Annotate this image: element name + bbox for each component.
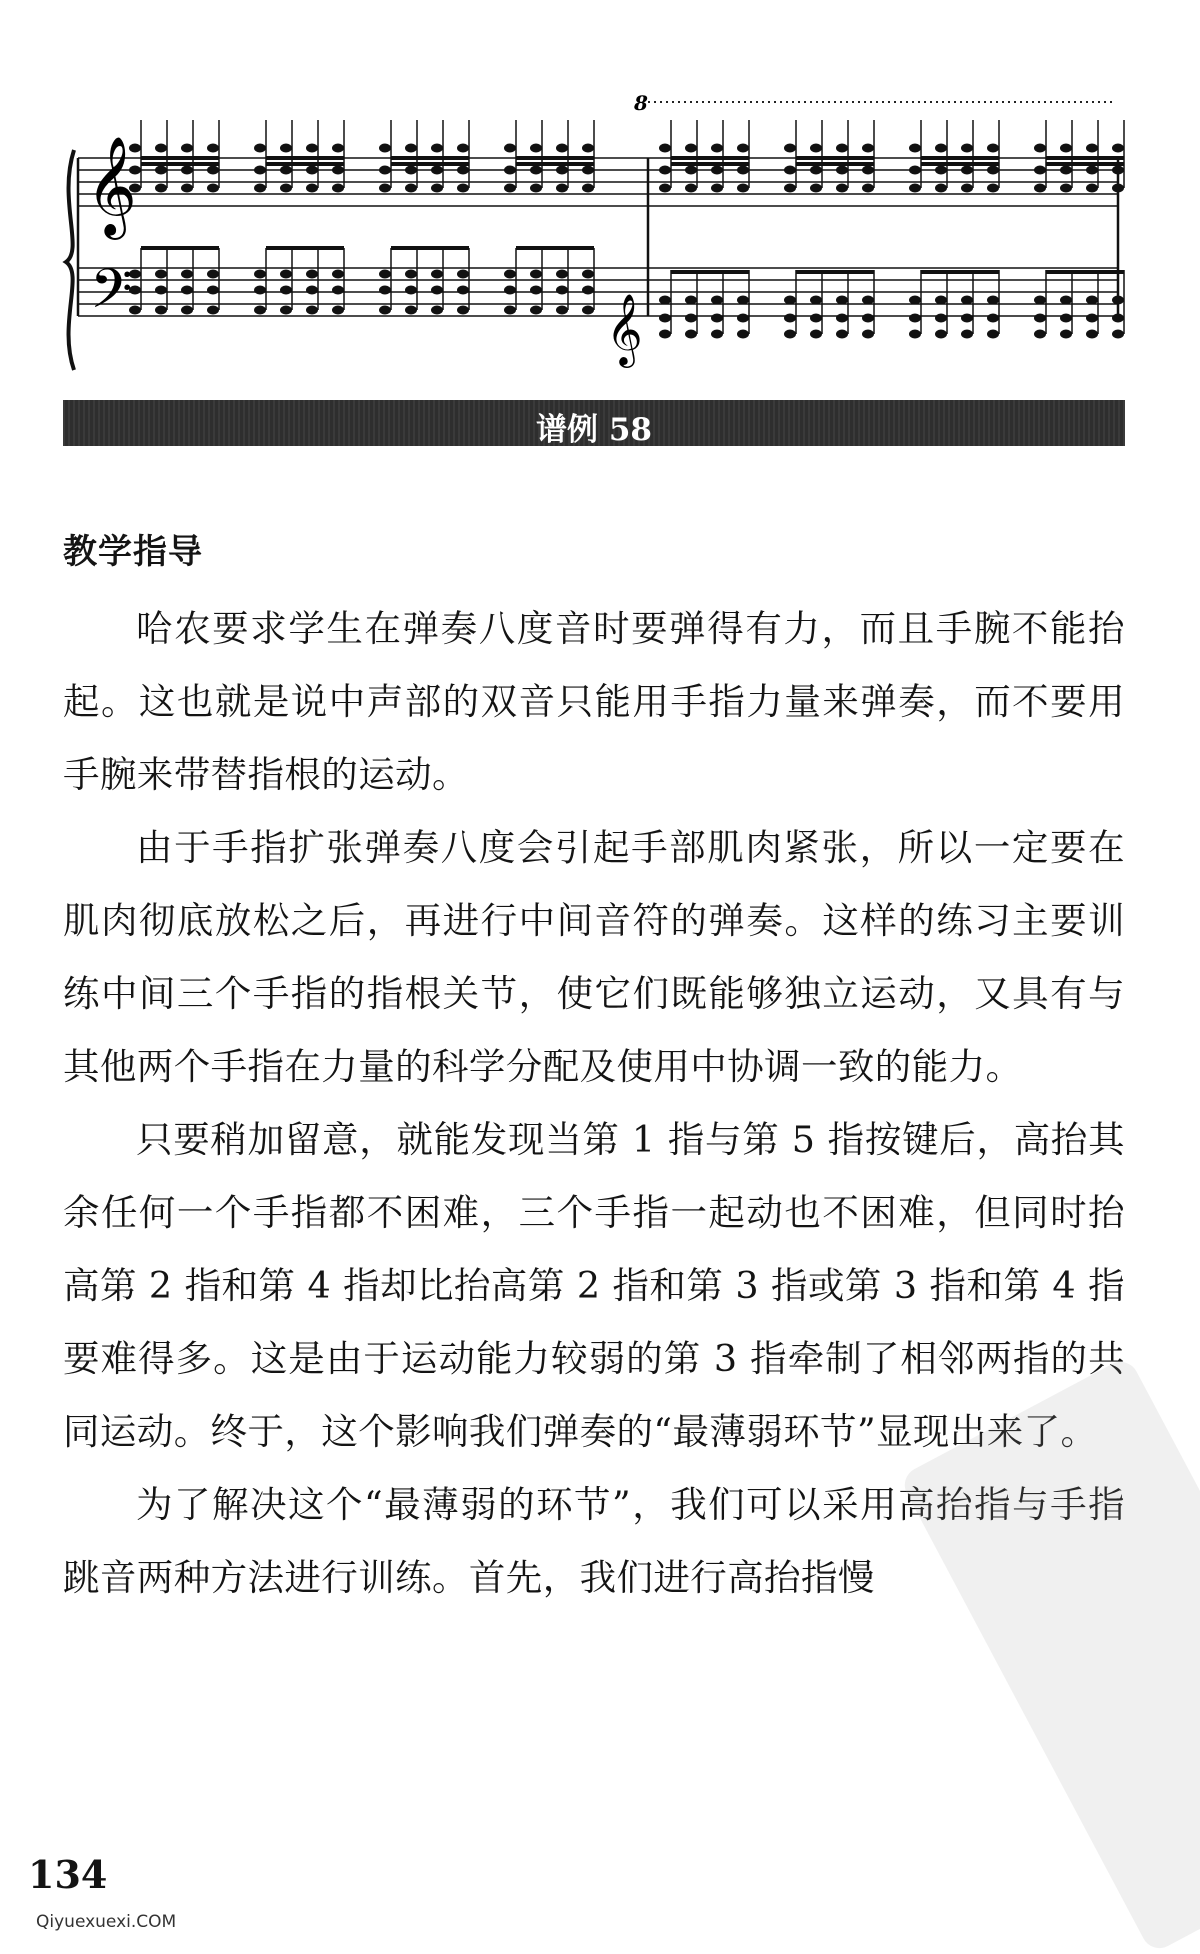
note-head <box>405 144 417 153</box>
note-head <box>784 296 796 305</box>
note-head <box>582 306 594 315</box>
note-head <box>685 144 697 153</box>
note-head <box>711 166 723 175</box>
note-head <box>332 286 344 295</box>
note-head <box>181 306 193 315</box>
note-head <box>556 144 568 153</box>
note-head <box>810 330 822 339</box>
note-head <box>810 166 822 175</box>
note-head <box>784 144 796 153</box>
note-head <box>155 144 167 153</box>
note-head <box>1060 314 1072 323</box>
note-head <box>836 330 848 339</box>
note-head <box>254 286 266 295</box>
note-head <box>836 184 848 193</box>
note-head <box>1112 144 1124 153</box>
note-head <box>1034 296 1046 305</box>
note-head <box>280 286 292 295</box>
note-head <box>961 296 973 305</box>
note-head <box>379 166 391 175</box>
note-head <box>659 330 671 339</box>
note-head <box>1086 184 1098 193</box>
staff-lines <box>78 158 1118 316</box>
note-head <box>379 270 391 279</box>
note-head <box>155 184 167 193</box>
note-head <box>306 166 318 175</box>
note-head <box>862 314 874 323</box>
note-head <box>582 286 594 295</box>
note-head <box>254 270 266 279</box>
note-head <box>332 184 344 193</box>
note-head <box>306 306 318 315</box>
note-head <box>1060 144 1072 153</box>
note-head <box>582 184 594 193</box>
note-head <box>987 314 999 323</box>
note-head <box>711 296 723 305</box>
note-head <box>379 144 391 153</box>
note-head <box>582 166 594 175</box>
note-head <box>659 166 671 175</box>
note-head <box>659 314 671 323</box>
note-head <box>254 166 266 175</box>
brace <box>66 150 74 370</box>
note-head <box>737 330 749 339</box>
note-head <box>810 144 822 153</box>
section-heading: 教学指导 <box>63 532 203 572</box>
note-head <box>405 286 417 295</box>
note-head <box>961 314 973 323</box>
note-head <box>181 270 193 279</box>
note-head <box>935 144 947 153</box>
note-head <box>935 184 947 193</box>
note-head <box>862 296 874 305</box>
note-head <box>457 166 469 175</box>
note-head <box>1034 166 1046 175</box>
note-head <box>737 314 749 323</box>
note-head <box>1086 166 1098 175</box>
note-head <box>1112 296 1124 305</box>
note-head <box>155 166 167 175</box>
note-head <box>207 184 219 193</box>
note-head <box>379 306 391 315</box>
note-head <box>659 296 671 305</box>
note-head <box>207 306 219 315</box>
note-head <box>1112 184 1124 193</box>
note-head <box>1060 330 1072 339</box>
note-head <box>711 330 723 339</box>
note-head <box>961 144 973 153</box>
note-head <box>987 166 999 175</box>
note-head <box>504 184 516 193</box>
note-head <box>659 184 671 193</box>
note-head <box>254 306 266 315</box>
note-head <box>1086 314 1098 323</box>
example-caption: 谱例 58 <box>536 412 652 448</box>
note-head <box>332 306 344 315</box>
note-head <box>935 314 947 323</box>
note-head <box>280 270 292 279</box>
note-head <box>961 330 973 339</box>
note-head <box>405 184 417 193</box>
note-head <box>685 166 697 175</box>
note-head <box>431 286 443 295</box>
note-head <box>1112 330 1124 339</box>
note-head <box>181 166 193 175</box>
note-head <box>1060 166 1072 175</box>
note-head <box>784 184 796 193</box>
music-score <box>0 0 1200 420</box>
note-head <box>155 306 167 315</box>
note-head <box>306 184 318 193</box>
note-head <box>862 330 874 339</box>
note-head <box>737 296 749 305</box>
note-head <box>405 166 417 175</box>
note-head <box>207 166 219 175</box>
paragraph-4: 为了解决这个“最薄弱的环节”，我们可以采用高抬指与手指跳音两种方法进行训练。首先，我们进行高抬指慢 <box>63 1483 1125 1599</box>
note-head <box>405 306 417 315</box>
note-head <box>582 270 594 279</box>
footer-url: Qiyuexuexi.COM <box>36 1912 177 1932</box>
note-head <box>457 184 469 193</box>
note-head <box>504 306 516 315</box>
note-head <box>836 296 848 305</box>
note-head <box>280 144 292 153</box>
note-head <box>909 330 921 339</box>
note-head <box>504 286 516 295</box>
note-head <box>784 166 796 175</box>
note-head <box>332 166 344 175</box>
note-head <box>155 270 167 279</box>
note-head <box>556 184 568 193</box>
note-head <box>1034 314 1046 323</box>
note-head <box>254 144 266 153</box>
note-head <box>431 184 443 193</box>
note-head <box>431 270 443 279</box>
note-head <box>181 144 193 153</box>
note-head <box>530 270 542 279</box>
note-head <box>280 166 292 175</box>
note-head <box>1086 144 1098 153</box>
note-head <box>909 166 921 175</box>
note-head <box>836 144 848 153</box>
note-head <box>457 270 469 279</box>
note-head <box>862 144 874 153</box>
note-head <box>306 144 318 153</box>
note-head <box>280 306 292 315</box>
note-head <box>862 166 874 175</box>
note-head <box>181 286 193 295</box>
note-head <box>737 144 749 153</box>
note-head <box>909 144 921 153</box>
note-head <box>181 184 193 193</box>
note-head <box>530 144 542 153</box>
note-head <box>379 184 391 193</box>
note-head <box>685 184 697 193</box>
note-head <box>155 286 167 295</box>
note-head <box>810 296 822 305</box>
treble-clef-top: 𝄞 <box>86 136 137 236</box>
note-head <box>685 314 697 323</box>
note-head <box>961 184 973 193</box>
note-head <box>207 286 219 295</box>
note-head <box>530 184 542 193</box>
note-head <box>556 286 568 295</box>
note-head <box>836 166 848 175</box>
note-head <box>1060 296 1072 305</box>
note-head <box>961 166 973 175</box>
note-head <box>737 184 749 193</box>
note-head <box>556 166 568 175</box>
note-head <box>784 314 796 323</box>
note-head <box>254 184 266 193</box>
note-head <box>379 286 391 295</box>
note-head <box>685 296 697 305</box>
note-head <box>862 184 874 193</box>
note-head <box>306 270 318 279</box>
note-head <box>306 286 318 295</box>
note-head <box>556 306 568 315</box>
note-head <box>909 314 921 323</box>
paragraph-2: 由于手指扩张弹奏八度会引起手部肌肉紧张，所以一定要在肌肉彻底放松之后，再进行中间音符的弹奏。这样的练习主要训练中间三个手指的指根关节，使它们既能够独立运动，又具有与其他两个手指在力量的科学分配及使用中协调一致的能力。 <box>63 826 1125 1088</box>
note-head <box>207 270 219 279</box>
note-head <box>737 166 749 175</box>
note-head <box>504 144 516 153</box>
note-head <box>987 144 999 153</box>
note-head <box>1034 184 1046 193</box>
note-head <box>935 296 947 305</box>
note-head <box>987 296 999 305</box>
note-head <box>711 314 723 323</box>
note-head <box>685 330 697 339</box>
note-head <box>1086 296 1098 305</box>
ottava-mark: 8 <box>634 91 648 115</box>
note-head <box>810 184 822 193</box>
paragraph-1: 哈农要求学生在弹奏八度音时要弹得有力，而且手腕不能抬起。这也就是说中声部的双音只能用手指力量来弹奏，而不要用手腕来带替指根的运动。 <box>63 607 1125 796</box>
note-head <box>1086 330 1098 339</box>
note-head <box>207 144 219 153</box>
note-head <box>810 314 822 323</box>
note-head <box>280 184 292 193</box>
note-head <box>332 270 344 279</box>
note-head <box>431 306 443 315</box>
treble-clef-bottom: 𝄞 <box>606 292 643 365</box>
note-head <box>836 314 848 323</box>
paragraph-3: 只要稍加留意，就能发现当第 1 指与第 5 指按键后，高抬其余任何一个手指都不困难，三个手指一起动也不困难，但同时抬高第 2 指和第 4 指却比抬高第 2 指和第 3 指或第 3 指和第 4 指要难得多。这是由于运动能力较弱的第 3 指牵制了相邻两指的共同运动。终于，这个影响我们弹奏的“最薄弱环节”显现出来了。 <box>63 1118 1125 1453</box>
note-head <box>504 166 516 175</box>
note-head <box>457 306 469 315</box>
note-head <box>504 270 516 279</box>
note-head <box>1060 184 1072 193</box>
note-head <box>405 270 417 279</box>
note-head <box>1034 330 1046 339</box>
note-head <box>582 144 594 153</box>
note-head <box>556 270 568 279</box>
note-head <box>987 184 999 193</box>
note-head <box>935 166 947 175</box>
page-number: 134 <box>28 1852 108 1897</box>
note-head <box>987 330 999 339</box>
note-head <box>457 286 469 295</box>
note-head <box>1034 144 1046 153</box>
bass-clef-bottom: 𝄢 <box>90 257 133 334</box>
note-head <box>935 330 947 339</box>
note-head <box>711 144 723 153</box>
note-head <box>530 166 542 175</box>
note-head <box>457 144 469 153</box>
note-head <box>1112 314 1124 323</box>
note-head <box>530 306 542 315</box>
note-head <box>711 184 723 193</box>
note-head <box>909 184 921 193</box>
note-head <box>784 330 796 339</box>
note-head <box>1112 166 1124 175</box>
note-head <box>431 144 443 153</box>
note-head <box>659 144 671 153</box>
example-caption-bar <box>63 400 1125 446</box>
note-head <box>909 296 921 305</box>
note-head <box>332 144 344 153</box>
note-head <box>530 286 542 295</box>
note-head <box>431 166 443 175</box>
